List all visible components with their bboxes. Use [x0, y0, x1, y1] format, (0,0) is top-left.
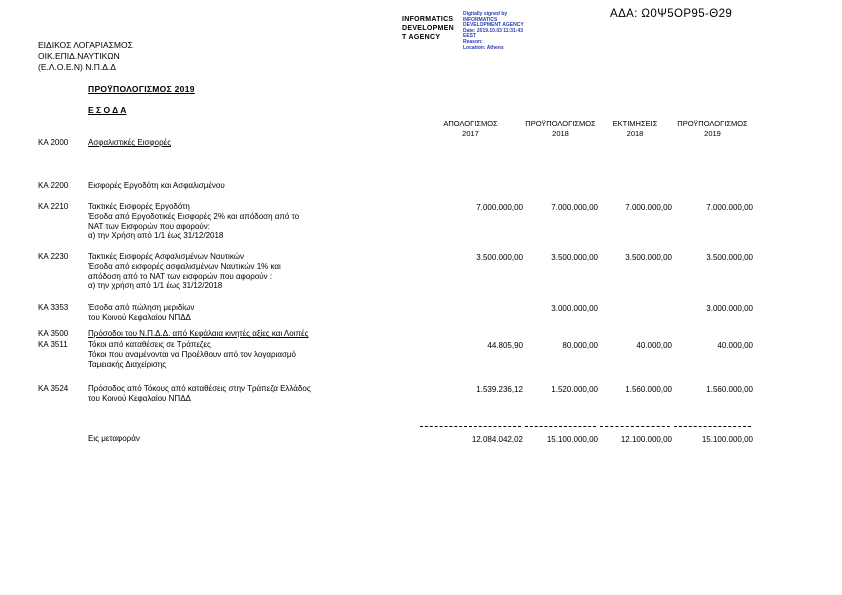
signature-line: Location: Athens — [463, 44, 504, 51]
dashed-rule — [600, 426, 670, 427]
row-title: Τακτικές Εισφορές Ασφαλισμένων Ναυτικών — [88, 252, 244, 261]
cell-value: 3.500.000,00 — [551, 253, 598, 262]
table-row-ka3500 — [38, 329, 753, 339]
organization-header — [38, 40, 133, 73]
row-title: Εισφορές Εργοδότη και Ασφαλισμένου — [88, 181, 225, 190]
cell-value: 40.000,00 — [717, 341, 753, 350]
row-title: Τακτικές Εισφορές Εργοδότη — [88, 202, 190, 211]
totals-value: 15.100.000,00 — [701, 435, 753, 444]
row-title: Έσοδα από πώληση μεριδίων — [88, 303, 195, 312]
signature-line: Digitally signed by — [463, 11, 508, 17]
cell-value: 7.000.000,00 — [476, 203, 523, 212]
cell-value: 7.000.000,00 — [625, 203, 672, 212]
row-desc-line: ΝΑΤ των Εισφορών που αφορούν: — [88, 221, 211, 231]
totals-label: Εις μεταφοράν — [88, 434, 140, 443]
column-header-proypologismos-2018: ΠΡΟΫΠΟΛΟΓΙΣΜΟΣ 2018 — [525, 119, 596, 138]
cell-value — [418, 303, 523, 304]
row-code: ΚΑ 3353 — [38, 303, 69, 312]
row-desc-line: του Κοινού Κεφαλαίου ΝΠΔΔ — [88, 393, 191, 403]
cell-value: 40.000,00 — [636, 341, 672, 350]
cell-value: 3.500.000,00 — [706, 253, 753, 262]
totals-value: 12.084.042,02 — [471, 435, 523, 444]
stamp-agency-line: T AGENCY — [402, 34, 441, 41]
cell-value: 1.520.000,00 — [551, 385, 598, 394]
table-row-ka2210 — [38, 202, 753, 241]
cell-value: 3.000.000,00 — [706, 304, 753, 313]
row-title: Τόκοι από καταθέσεις σε Τράπεζες — [88, 340, 211, 349]
row-desc-line: Τόκοι που αναμένονται να Προέλθουν από τον λογαριασμό — [88, 349, 296, 359]
row-code: ΚΑ 2210 — [38, 202, 69, 211]
cell-value: 44.805,90 — [487, 341, 523, 350]
cell-value: 3.500.000,00 — [625, 253, 672, 262]
cell-value: 80.000,00 — [562, 341, 598, 350]
signature-line: EEST — [463, 33, 477, 40]
cell-value: 3.000.000,00 — [551, 304, 598, 313]
signature-line: DEVELOPMENT AGENCY — [463, 22, 524, 29]
stamp-agency-line: INFORMATICS — [402, 16, 454, 23]
org-line: (Ε.Λ.Ο.Ε.Ν) Ν.Π.Δ.Δ — [38, 62, 116, 72]
row-code: ΚΑ 2200 — [38, 181, 69, 190]
cell-value: 3.500.000,00 — [476, 253, 523, 262]
digital-signature-details — [463, 12, 563, 51]
row-title: Πρόσοδος από Τόκους από καταθέσεις στην Τράπεζα Ελλάδος — [88, 384, 311, 393]
table-row-ka3524 — [38, 384, 753, 404]
stamp-agency-line: DEVELOPMEN — [402, 25, 455, 32]
org-line: ΟΙΚ.ΕΠΙΔ.ΝΑΥΤΙΚΩΝ — [38, 51, 120, 61]
cell-value: 7.000.000,00 — [551, 203, 598, 212]
signature-line: Date: 2019.10.03 11:31:43 — [463, 27, 524, 34]
table-header-row — [38, 119, 753, 139]
table-row-ka3511 — [38, 340, 753, 369]
row-code: ΚΑ 3500 — [38, 329, 69, 338]
totals-value: 15.100.000,00 — [546, 435, 598, 444]
signature-line: Reason: — [463, 38, 483, 45]
table-row-ka2230 — [38, 252, 753, 291]
dashed-rule — [420, 426, 521, 427]
dashed-rule — [525, 426, 596, 427]
row-code: ΚΑ 2230 — [38, 252, 69, 261]
column-header-proypologismos-2019: ΠΡΟΫΠΟΛΟΓΙΣΜΟΣ 2019 — [677, 119, 748, 138]
ada-code: ΑΔΑ: Ω0Ψ5ΟΡ95-Θ29 — [610, 8, 733, 20]
digital-stamp-agency — [402, 15, 454, 42]
table-row-totals — [38, 434, 753, 444]
dashed-rule — [674, 426, 751, 427]
column-header-ektimiseis-2018: ΕΚΤΙΜΗΣΕΙΣ 2018 — [612, 119, 658, 138]
row-title: Πρόσοδοι του Ν.Π.Δ.Δ. από Κεφάλαια κινητές αξίες και Λοιπές — [88, 329, 309, 338]
row-desc-line: απόδοση από το ΝΑΤ των εισφορών που αφορούν : — [88, 271, 273, 281]
row-desc-line: του Κοινού Κεφαλαίου ΝΠΔΔ — [88, 312, 191, 322]
document-title: ΠΡΟΫΠΟΛΟΓΙΣΜΟΣ 2019 — [88, 84, 195, 94]
section-title: Ε Σ Ο Δ Α — [88, 105, 127, 115]
table-row-ka2200 — [38, 181, 753, 191]
row-code: ΚΑ 3524 — [38, 384, 69, 393]
cell-value: 1.560.000,00 — [625, 385, 672, 394]
cell-value — [598, 303, 672, 304]
totals-value: 12.100.000,00 — [620, 435, 672, 444]
row-title: Ασφαλιστικές Εισφορές — [88, 138, 172, 147]
column-header-apologismos-2017: ΑΠΟΛΟΓΙΣΜΟΣ 2017 — [443, 119, 498, 138]
row-desc-line: α) την Χρήση από 1/1 έως 31/12/2018 — [88, 231, 224, 241]
signature-line: INFORMATICS — [463, 16, 498, 23]
row-code: ΚΑ 2000 — [38, 138, 69, 147]
table-row-ka2000 — [38, 138, 753, 148]
row-desc-line: α) την χρήση από 1/1 έως 31/12/2018 — [88, 281, 223, 291]
cell-value: 1.560.000,00 — [706, 385, 753, 394]
cell-value: 1.539.236,12 — [476, 385, 523, 394]
row-desc-line: Έσοδα από Εργοδοτικές Εισφορές 2% και απόδοση από το — [88, 211, 300, 221]
subtotal-separator — [38, 426, 753, 427]
org-line: ΕΙΔΙΚΟΣ ΛΟΓΑΡΙΑΣΜΟΣ — [38, 40, 133, 50]
row-desc-line: Ταμειακής Διαχείρισης — [88, 359, 167, 369]
row-code: ΚΑ 3511 — [38, 340, 68, 349]
cell-value: 7.000.000,00 — [706, 203, 753, 212]
row-desc-line: Έσοδα από εισφορές ασφαλισμένων Ναυτικών 1% και — [88, 261, 281, 271]
table-row-ka3353 — [38, 303, 753, 323]
